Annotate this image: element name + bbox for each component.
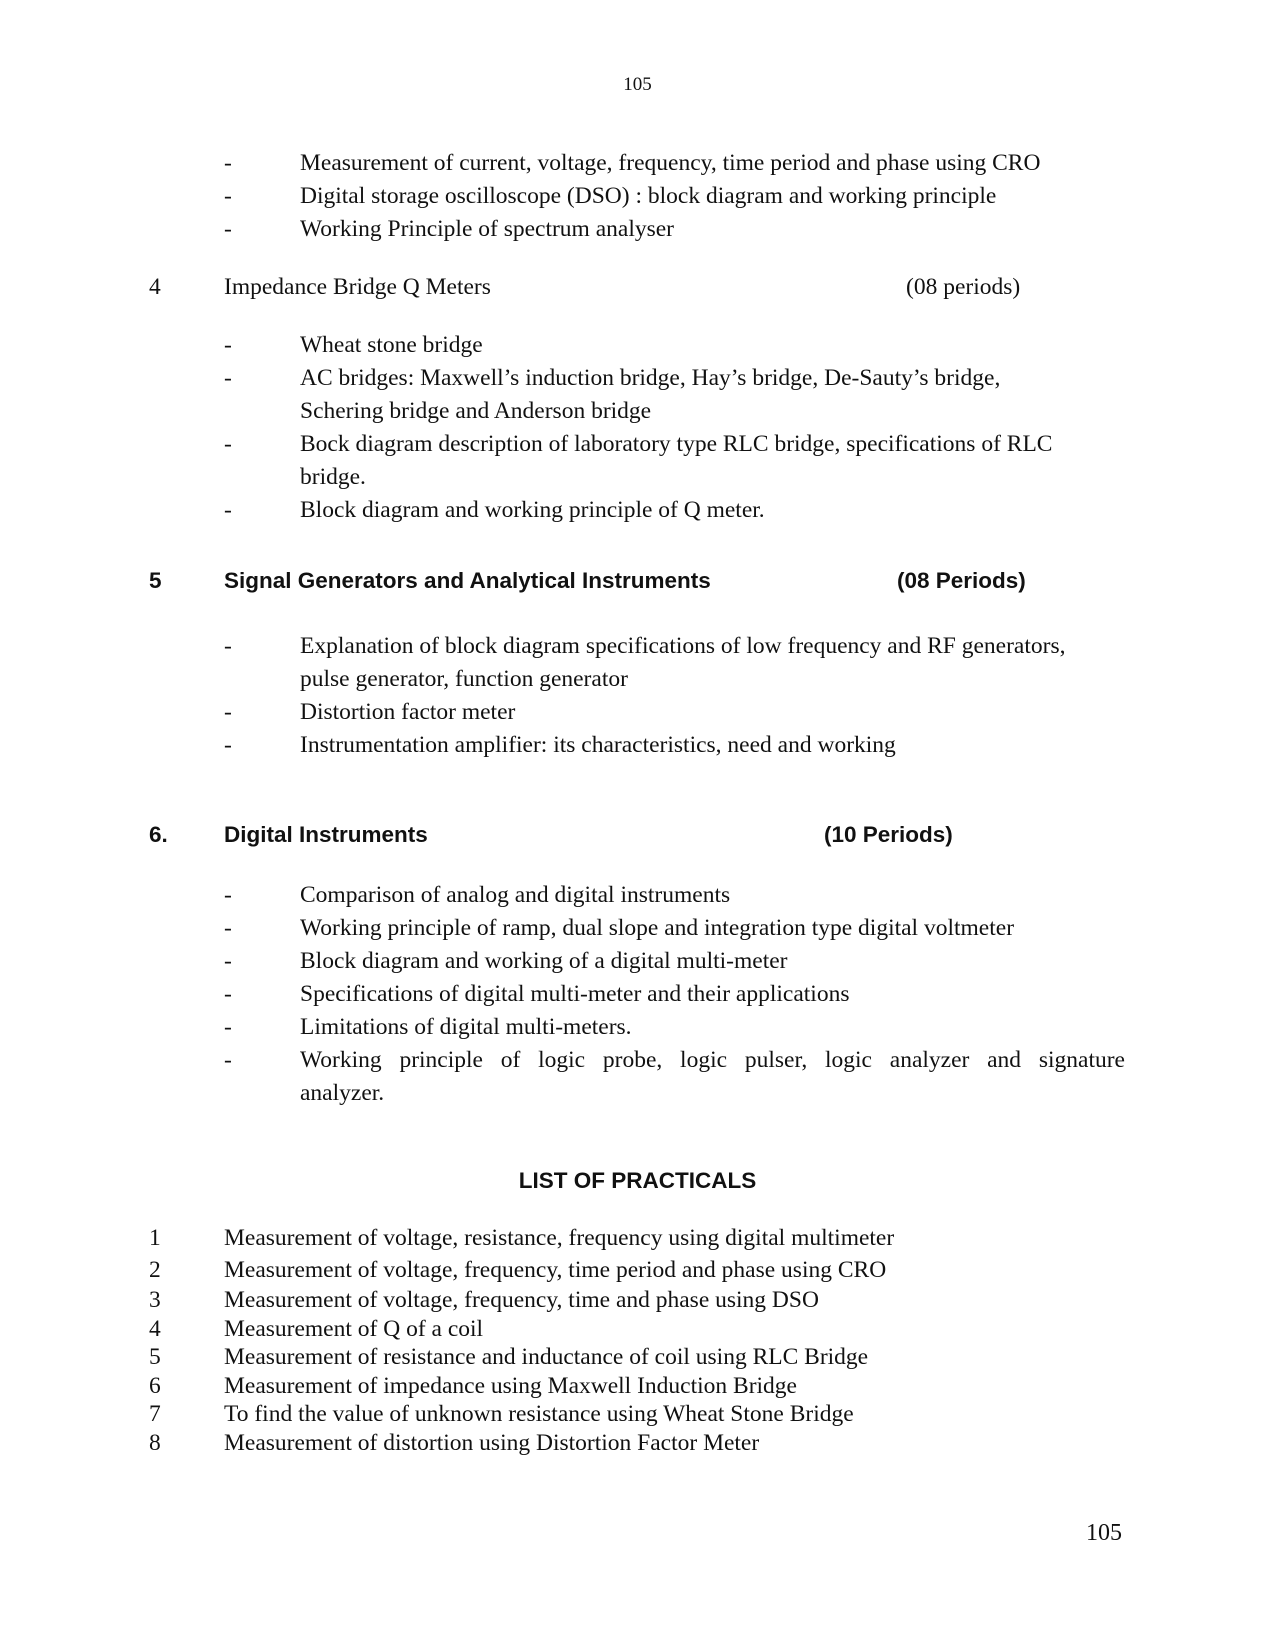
practical-number: 5 <box>149 1344 161 1370</box>
list-item: - Digital storage oscilloscope (DSO) : block diagram and working principle <box>0 180 1125 213</box>
list-item: 8 Measurement of distortion using Distortion Factor Meter <box>149 1429 760 1456</box>
list-item: - Bock diagram description of laboratory type RLC bridge, specifications of RLC bridge. <box>0 428 1125 494</box>
practical-number: 6 <box>149 1372 161 1399</box>
section-number: 4 <box>149 274 161 300</box>
list-item: - Working principle of ramp, dual slope and integration type digital voltmeter <box>0 912 1125 945</box>
list-item: 6 Measurement of impedance using Maxwell Induction Bridge <box>149 1372 797 1399</box>
list-item: - Explanation of block diagram specifications of low frequency and RF generators, pulse generator, function generator <box>0 630 1125 696</box>
bullet-dash: - <box>224 216 232 242</box>
bullet-dash: - <box>224 497 232 523</box>
section-number: 5 <box>149 568 162 593</box>
section-4-bullet-list <box>0 329 1275 527</box>
list-item: - Distortion factor meter <box>0 696 1125 729</box>
list-item: 5 Measurement of resistance and inductance of coil using RLC Bridge <box>149 1344 869 1370</box>
list-item: - Limitations of digital multi-meters. <box>0 1011 1125 1044</box>
page-number-bottom: 105 <box>1086 1520 1122 1546</box>
list-item: - Block diagram and working principle of Q meter. <box>0 494 1125 527</box>
practical-number: 4 <box>149 1315 161 1342</box>
list-item: - Instrumentation amplifier: its characteristics, need and working <box>0 729 1125 762</box>
page-number-top: 105 <box>623 74 652 95</box>
list-item: 3 Measurement of voltage, frequency, time and phase using DSO <box>149 1287 819 1313</box>
list-item: - Measurement of current, voltage, frequency, time period and phase using CRO <box>0 147 1125 180</box>
practical-number: 3 <box>149 1287 161 1313</box>
section-title: Digital Instruments <box>224 822 428 847</box>
list-item: 1 Measurement of voltage, resistance, frequency using digital multimeter <box>0 1222 1275 1255</box>
section-5-heading <box>0 564 1275 597</box>
intro-bullet-list <box>0 147 1275 246</box>
list-item: 2 Measurement of voltage, frequency, time period and phase using CRO <box>0 1255 1275 1286</box>
bullet-dash: - <box>224 732 232 758</box>
list-item: - Specifications of digital multi-meter and their applications <box>0 978 1125 1011</box>
practical-number: 7 <box>149 1401 161 1427</box>
bullet-dash: - <box>224 431 232 457</box>
section-periods: (08 periods) <box>906 274 1021 300</box>
section-title: Impedance Bridge Q Meters <box>224 274 491 300</box>
bullet-dash: - <box>224 1014 232 1040</box>
section-4-heading <box>0 271 1275 304</box>
list-item: - Block diagram and working of a digital multi-meter <box>0 945 1125 978</box>
practical-number: 2 <box>149 1257 161 1283</box>
section-6-heading <box>0 818 1275 851</box>
section-title: Signal Generators and Analytical Instruments <box>224 568 711 593</box>
bullet-dash: - <box>224 699 232 725</box>
practicals-heading: LIST OF PRACTICALS <box>518 1168 757 1193</box>
practical-number: 8 <box>149 1429 161 1456</box>
section-6-bullet-list <box>0 879 1275 1110</box>
bullet-dash: - <box>224 150 232 176</box>
list-item: - Wheat stone bridge <box>0 329 1125 362</box>
list-item: - Working Principle of spectrum analyser <box>0 213 1125 246</box>
bullet-dash: - <box>224 882 232 908</box>
practicals-list <box>0 1222 1275 1457</box>
list-item: - Working principle of logic probe, logic pulser, logic analyzer and signature analyzer. <box>0 1044 1125 1110</box>
list-item: - AC bridges: Maxwell’s induction bridge, Hay’s bridge, De-Sauty’s bridge, Schering bridge and Anderson bridge <box>0 362 1125 428</box>
section-periods: (10 Periods) <box>824 822 953 847</box>
bullet-dash: - <box>224 915 232 941</box>
bullet-dash: - <box>224 981 232 1007</box>
list-item: 7 To find the value of unknown resistance using Wheat Stone Bridge <box>149 1401 854 1427</box>
bullet-dash: - <box>224 633 232 659</box>
bullet-dash: - <box>224 948 232 974</box>
section-number: 6. <box>149 822 168 847</box>
bullet-dash: - <box>224 1047 232 1073</box>
list-item: 4 Measurement of Q of a coil <box>149 1315 484 1342</box>
bullet-dash: - <box>224 183 232 209</box>
list-item: - Comparison of analog and digital instruments <box>0 879 1125 912</box>
section-5-bullet-list <box>0 630 1275 762</box>
section-periods: (08 Periods) <box>897 568 1026 593</box>
bullet-dash: - <box>224 365 232 391</box>
practical-number: 1 <box>149 1225 161 1251</box>
bullet-dash: - <box>224 332 232 358</box>
